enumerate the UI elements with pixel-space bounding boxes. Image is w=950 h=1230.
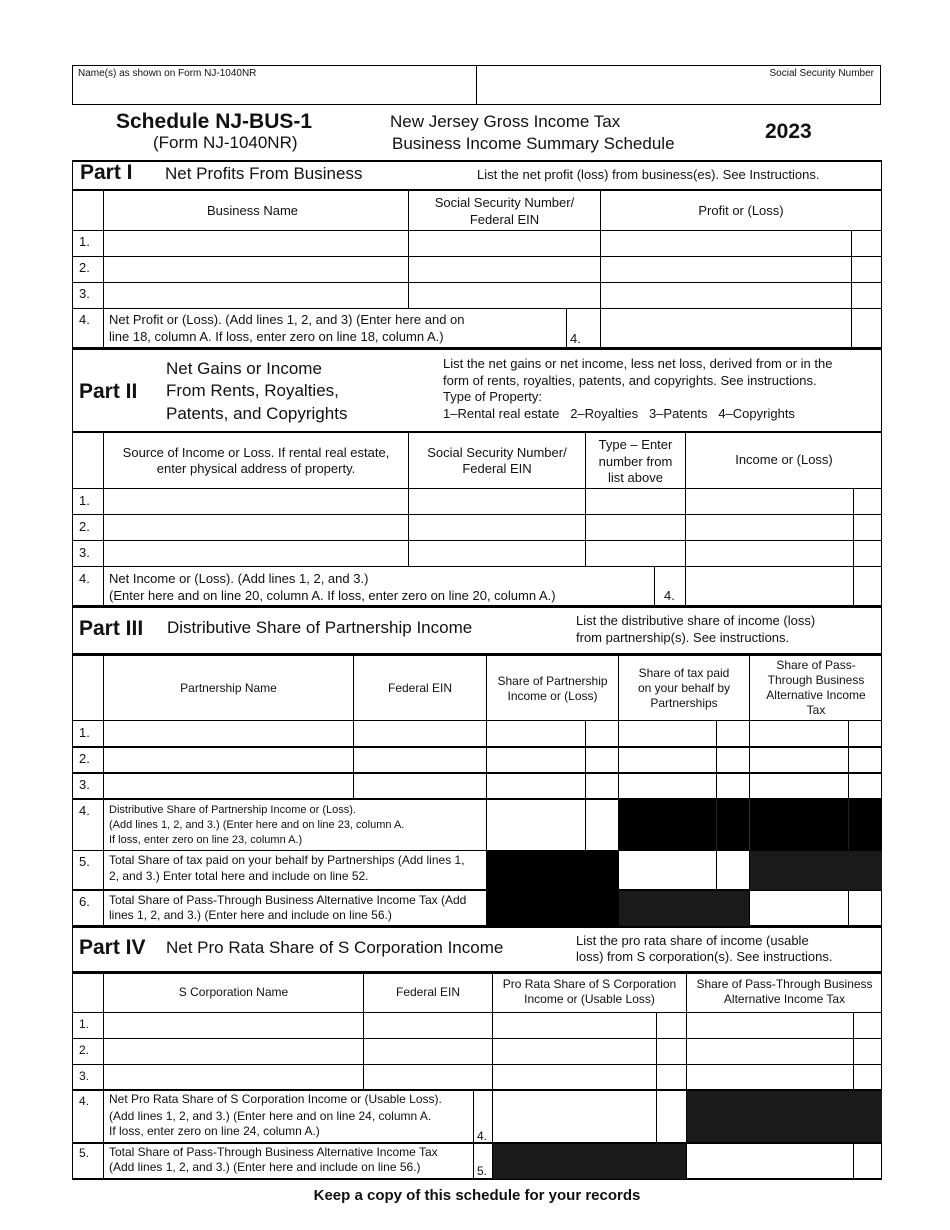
part4-label: Part IV <box>79 936 146 959</box>
name-field[interactable] <box>74 80 474 103</box>
p2-row-num: 1. <box>79 493 90 508</box>
p3-line6-shaded <box>487 891 618 926</box>
p4-ein-input[interactable] <box>365 1040 490 1063</box>
p2-source-input[interactable] <box>105 490 406 513</box>
p1-row-num: 1. <box>79 234 90 249</box>
part3-instr-2: from partnership(s). See instructions. <box>576 630 790 645</box>
p2-income-input[interactable] <box>687 490 851 513</box>
p3-share-input[interactable] <box>488 722 584 745</box>
p2-ssn-input[interactable] <box>410 516 583 539</box>
p2-col-ssn-2: Federal EIN <box>462 461 532 476</box>
p3-line4-text-3: If loss, enter zero on line 23, column A.) <box>109 834 303 846</box>
part2-label: Part II <box>79 380 138 403</box>
p4-pt-input[interactable] <box>688 1040 852 1063</box>
part2-title-1: Net Gains or Income <box>166 359 322 378</box>
p1-row-num: 2. <box>79 260 90 275</box>
part2-instr-4: 1–Rental real estate 2–Royalties 3–Patents 4–Copyrights <box>443 406 795 421</box>
p3-share-input[interactable] <box>488 775 584 797</box>
p4-line5-ref: 5. <box>477 1164 488 1178</box>
p2-row-line <box>72 488 882 489</box>
p2-row-line <box>72 514 882 515</box>
part3-instr-1: List the distributive share of income (loss) <box>576 613 816 628</box>
p1-line4-ref: 4. <box>570 331 581 346</box>
p3-col-line <box>585 720 586 850</box>
p4-col-share-2: Income or (Usable Loss) <box>524 992 655 1006</box>
p2-income-input[interactable] <box>687 516 851 539</box>
part1-label: Part I <box>80 161 133 184</box>
p1-line4-text-2: line 18, column A. If loss, enter zero on line 18, column A.) <box>109 329 444 344</box>
tax-year: 2023 <box>765 120 812 143</box>
part4-instr-2: loss) from S corporation(s). See instructions. <box>576 949 833 964</box>
p3-line4-num: 4. <box>79 803 90 818</box>
form-reference: (Form NJ-1040NR) <box>153 133 298 152</box>
p4-ein-input[interactable] <box>365 1066 490 1088</box>
p3-share-input[interactable] <box>488 749 584 771</box>
p1-row-line <box>72 308 882 309</box>
p3-row-line <box>72 720 882 721</box>
p4-name-input[interactable] <box>105 1040 361 1063</box>
p3-name-input[interactable] <box>105 749 351 771</box>
p3-line5-text-2: 2, and 3.) Enter total here and include on line 52. <box>109 869 369 883</box>
p4-row-line <box>72 1064 882 1065</box>
p2-col-line <box>654 566 655 606</box>
p4-line4-num: 4. <box>79 1094 90 1108</box>
p1-ssn-input[interactable] <box>410 258 598 281</box>
p2-source-input[interactable] <box>105 542 406 565</box>
p2-type-input[interactable] <box>587 542 683 565</box>
part3-label: Part III <box>79 617 144 640</box>
p3-line5-shaded <box>487 851 618 890</box>
p3-col-share-1: Share of Partnership <box>497 674 608 688</box>
p3-tax-input[interactable] <box>620 722 715 745</box>
p4-line4-shaded <box>687 1091 882 1142</box>
p1-ssn-input[interactable] <box>410 284 598 307</box>
part2-instr-1: List the net gains or net income, less net loss, derived from or in the <box>443 356 833 371</box>
p4-row-num: 2. <box>79 1043 90 1057</box>
p4-line4-ref: 4. <box>477 1129 488 1143</box>
p2-type-input[interactable] <box>587 490 683 513</box>
p3-ein-input[interactable] <box>355 775 484 797</box>
p2-line4-total-input[interactable] <box>687 568 851 604</box>
p3-pt-input[interactable] <box>751 749 847 771</box>
part3-title: Distributive Share of Partnership Income <box>167 618 473 637</box>
part2-title-3: Patents, and Copyrights <box>166 404 348 423</box>
p1-row-line <box>72 256 882 257</box>
p2-col-type-1: Type – Enter <box>598 437 673 452</box>
part2-instr-3: Type of Property: <box>443 389 542 404</box>
p1-col-line <box>851 230 852 348</box>
p3-col-pt-4: Tax <box>806 703 826 717</box>
p1-line4-num: 4. <box>79 312 90 327</box>
p3-row-line <box>72 772 882 774</box>
p2-row-num: 3. <box>79 545 90 560</box>
p1-col-ssn-2: Federal EIN <box>469 212 540 227</box>
p4-line4-text-2: (Add lines 1, 2, and 3.) (Enter here and on line 24, column A. <box>109 1109 432 1123</box>
agency-line-2: Business Income Summary Schedule <box>392 134 675 153</box>
p1-line4-total-input[interactable] <box>602 310 849 346</box>
p3-row-line <box>72 746 882 748</box>
p3-pt-input[interactable] <box>751 775 847 797</box>
p4-ein-input[interactable] <box>365 1014 490 1037</box>
p4-line5-text-1: Total Share of Pass-Through Business Alternative Income Tax <box>109 1145 438 1159</box>
p4-line4-text-1: Net Pro Rata Share of S Corporation Income or (Usable Loss). <box>109 1092 442 1106</box>
p3-col-name: Partnership Name <box>180 681 277 695</box>
p1-row-num: 3. <box>79 286 90 301</box>
p1-business-name-input[interactable] <box>105 258 406 281</box>
p1-row-line <box>72 230 882 231</box>
p3-shade-divider <box>716 800 717 850</box>
part1-title: Net Profits From Business <box>165 164 363 183</box>
p3-col-pt-2: Through Business <box>767 673 865 687</box>
p1-profit-input[interactable] <box>602 258 849 281</box>
p1-col-line <box>103 190 104 348</box>
p1-row-line <box>72 282 882 283</box>
p2-ssn-input[interactable] <box>410 490 583 513</box>
p4-share-input[interactable] <box>494 1040 655 1063</box>
p3-shade-divider <box>848 800 849 850</box>
p4-pt-input[interactable] <box>688 1014 852 1037</box>
part1-instruction: List the net profit (loss) from business(es). See Instructions. <box>477 167 820 182</box>
p3-row-num: 2. <box>79 751 90 766</box>
p4-line5-text-2: (Add lines 1, 2, and 3.) (Enter here and include on line 56.) <box>109 1160 421 1174</box>
p2-line4-num: 4. <box>79 571 90 586</box>
p3-col-ein: Federal EIN <box>387 681 453 695</box>
p4-col-name: S Corporation Name <box>178 985 289 999</box>
schedule-title: Schedule NJ-BUS-1 <box>116 110 313 133</box>
p4-row-num: 3. <box>79 1069 90 1083</box>
p1-line4-text-1: Net Profit or (Loss). (Add lines 1, 2, and 3) (Enter here and on <box>109 312 465 327</box>
p3-col-share-2: Income or (Loss) <box>507 689 598 703</box>
p4-row-num: 1. <box>79 1017 90 1031</box>
p3-line4-shaded <box>619 800 882 850</box>
p1-profit-input[interactable] <box>602 232 849 255</box>
p4-col-line <box>103 972 104 1180</box>
p3-col-pt-1: Share of Pass- <box>776 658 856 672</box>
p3-line5-text-1: Total Share of tax paid on your behalf by Partnerships (Add lines 1, <box>109 853 465 867</box>
p1-col-business-name: Business Name <box>207 203 299 218</box>
p3-line6-text-2: lines 1, 2, and 3.) (Enter here and include on line 56.) <box>109 908 392 922</box>
p3-line4-text-2: (Add lines 1, 2, and 3.) (Enter here and on line 23, column A. <box>109 819 405 831</box>
p3-line6-text-1: Total Share of Pass-Through Business Alternative Income Tax (Add <box>109 893 467 907</box>
p3-line6-num: 6. <box>79 894 90 909</box>
part2-title-2: From Rents, Royalties, <box>166 381 339 400</box>
p4-line5-num: 5. <box>79 1146 90 1160</box>
p3-ein-input[interactable] <box>355 749 484 771</box>
p1-col-line <box>566 308 567 348</box>
p4-name-input[interactable] <box>105 1014 361 1037</box>
p2-col-line <box>585 432 586 566</box>
ssn-label: Social Security Number <box>769 68 874 79</box>
footer-note: Keep a copy of this schedule for your records <box>313 1187 641 1204</box>
p3-line5-total-input[interactable] <box>620 852 715 888</box>
p1-business-name-input[interactable] <box>105 284 406 307</box>
p3-ein-input[interactable] <box>355 722 484 745</box>
p4-line4-text-3: If loss, enter zero on line 24, column A.) <box>109 1124 320 1138</box>
p2-income-input[interactable] <box>687 542 851 565</box>
p3-shade-divider <box>749 800 750 850</box>
p4-col-ein: Federal EIN <box>395 985 461 999</box>
p4-share-input[interactable] <box>494 1066 655 1088</box>
p2-col-type-2: number from <box>598 454 673 469</box>
p4-col-line <box>473 1090 474 1180</box>
p2-type-input[interactable] <box>587 516 683 539</box>
header-divider <box>476 65 477 105</box>
part2-instr-2: form of rents, royalties, patents, and copyrights. See instructions. <box>443 373 817 388</box>
p2-line4-ref: 4. <box>664 588 675 603</box>
p1-business-name-input[interactable] <box>105 232 406 255</box>
p3-line6-shaded <box>619 891 749 926</box>
p3-row-num: 1. <box>79 725 90 740</box>
p1-ssn-input[interactable] <box>410 232 598 255</box>
p4-row-line <box>72 1012 882 1013</box>
p3-line4-total-input[interactable] <box>488 801 584 849</box>
p4-row-line <box>72 1038 882 1039</box>
part4-title: Net Pro Rata Share of S Corporation Income <box>166 938 504 957</box>
p3-col-tax-3: Partnerships <box>650 696 718 710</box>
p2-line4-text-1: Net Income or (Loss). (Add lines 1, 2, and 3.) <box>109 571 369 586</box>
p3-line5-num: 5. <box>79 854 90 869</box>
p3-row-num: 3. <box>79 777 90 792</box>
p3-line6-total-input[interactable] <box>751 892 847 925</box>
agency-line-1: New Jersey Gross Income Tax <box>390 112 621 131</box>
p4-col-share-1: Pro Rata Share of S Corporation <box>502 977 677 991</box>
ssn-field[interactable] <box>478 80 879 103</box>
p4-col-line <box>656 1012 657 1142</box>
p2-col-source-1: Source of Income or Loss. If rental real estate, <box>122 445 390 460</box>
p4-col-pt-1: Share of Pass-Through Business <box>696 977 873 991</box>
p2-col-type-3: list above <box>608 470 663 485</box>
p3-name-input[interactable] <box>105 722 351 745</box>
p4-col-pt-2: Alternative Income Tax <box>723 992 846 1006</box>
p3-col-tax-2: on your behalf by <box>637 681 731 695</box>
p2-col-source-2: enter physical address of property. <box>156 461 356 476</box>
p2-row-num: 2. <box>79 519 90 534</box>
p2-ssn-input[interactable] <box>410 542 583 565</box>
part4-instr-1: List the pro rata share of income (usable <box>576 933 809 948</box>
p2-col-line <box>853 488 854 606</box>
p1-profit-input[interactable] <box>602 284 849 307</box>
p3-tax-input[interactable] <box>620 749 715 771</box>
p4-line5-shaded <box>493 1144 686 1179</box>
p3-pt-input[interactable] <box>751 722 847 745</box>
p3-col-tax-1: Share of tax paid <box>638 666 730 680</box>
p3-col-pt-3: Alternative Income <box>766 688 866 702</box>
p3-line5-shaded <box>750 851 882 890</box>
p3-col-line <box>353 654 354 800</box>
p2-line4-text-2: (Enter here and on line 20, column A. If loss, enter zero on line 20, column A.) <box>109 588 556 603</box>
name-label: Name(s) as shown on Form NJ-1040NR <box>78 68 257 79</box>
p2-col-ssn-1: Social Security Number/ <box>427 445 567 460</box>
p1-col-ssn-1: Social Security Number/ <box>434 195 575 210</box>
p4-line5-total-input[interactable] <box>688 1144 852 1179</box>
p2-source-input[interactable] <box>105 516 406 539</box>
p3-line4-text-1: Distributive Share of Partnership Income or (Loss). <box>109 804 356 816</box>
p3-tax-input[interactable] <box>620 775 715 797</box>
p2-col-income: Income or (Loss) <box>735 452 833 467</box>
p3-name-input[interactable] <box>105 775 351 797</box>
p2-row-line <box>72 566 882 567</box>
p4-name-input[interactable] <box>105 1066 361 1088</box>
p1-col-profit: Profit or (Loss) <box>698 203 784 218</box>
p4-share-input[interactable] <box>494 1014 655 1037</box>
p4-line4-total-input[interactable] <box>494 1092 655 1141</box>
p2-row-line <box>72 540 882 541</box>
p4-pt-input[interactable] <box>688 1066 852 1088</box>
